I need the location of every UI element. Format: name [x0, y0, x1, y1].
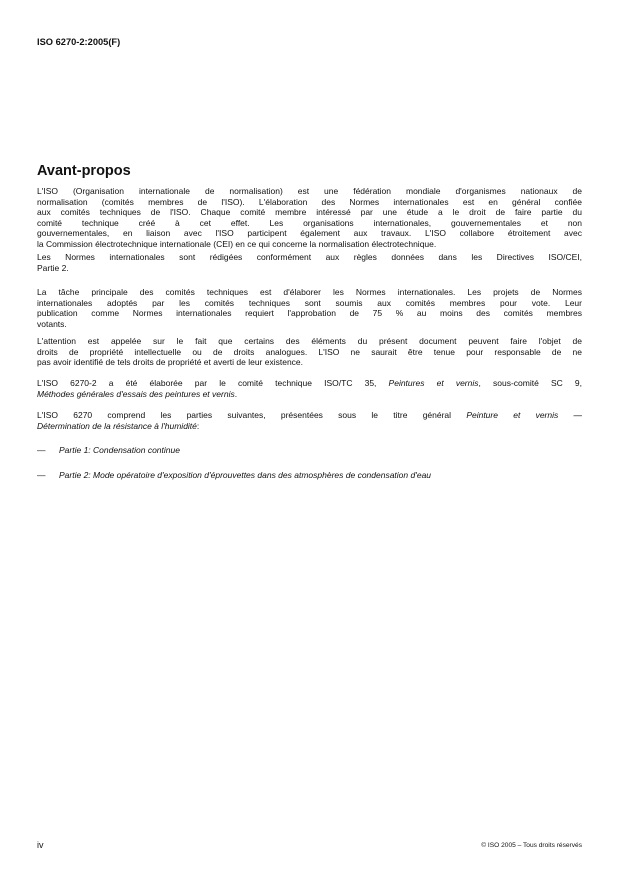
italic-text: Peintures et vernis [388, 378, 479, 388]
text-line [37, 263, 582, 274]
text-run: L'ISO (Organisation internationale de normalisation) est une fédération mondiale d'organismes nationaux de [37, 186, 582, 196]
list-item-text: Partie 2: Mode opératoire d'exposition d'éprouvettes dans des atmosphères de condensation d'eau [59, 470, 432, 480]
line-content [37, 421, 199, 431]
paragraph [37, 378, 582, 399]
text-line [37, 186, 582, 197]
line-content [37, 347, 582, 357]
line-content [37, 197, 582, 207]
text-run: , sous-comité SC 9, [478, 378, 582, 388]
text-run: Partie 2. [37, 262, 69, 273]
text-run: : [196, 420, 200, 431]
text-line [37, 357, 582, 368]
text-run: la Commission électrotechnique internationale (CEI) en ce qui concerne la normalisation électrotechnique. [37, 238, 437, 249]
text-run: L'ISO 6270-2 a été élaborée par le comité technique ISO/TC 35, [37, 378, 389, 388]
dash-bullet: — [37, 470, 46, 480]
line-content [37, 186, 582, 196]
line-content [37, 207, 582, 217]
line-content [37, 298, 582, 308]
text-line [37, 389, 582, 400]
text-run: gouvernementales, en liaison avec l'ISO participent également aux travaux. L'ISO collabore étroitement avec [37, 228, 582, 239]
text-line [37, 410, 582, 421]
line-content [37, 287, 582, 297]
text-line [37, 207, 582, 218]
text-line [37, 239, 582, 250]
text-run: . [234, 388, 238, 399]
text-run: Les Normes internationales sont rédigées conformément aux règles données dans les Directives ISO/CEI, [37, 252, 582, 262]
text-line [37, 252, 582, 263]
list-item [37, 445, 180, 455]
italic-text: Détermination de la résistance à l'humidité [37, 420, 197, 431]
text-line [37, 228, 582, 239]
text-run: L'ISO 6270 comprend les parties suivantes, présentées sous le titre général [37, 410, 467, 420]
line-content [37, 389, 237, 399]
text-line [37, 347, 582, 358]
line-content [37, 263, 69, 273]
text-line [37, 197, 582, 208]
italic-text: Peinture et vernis — [466, 410, 582, 420]
line-content [37, 319, 67, 329]
text-line [37, 378, 582, 389]
line-content [37, 336, 582, 346]
paragraph [37, 336, 582, 368]
text-run: L'attention est appelée sur le fait que certains des éléments du présent document peuvent faire l'objet de [37, 336, 582, 346]
paragraph [37, 287, 582, 329]
line-content [37, 218, 582, 228]
dash-bullet: — [37, 445, 46, 455]
text-run: aux comités techniques de l'ISO. Chaque comité membre intéressé par une étude a le droit de faire partie du [37, 207, 582, 218]
paragraph [37, 186, 582, 250]
text-run: normalisation (comités membres de l'ISO). L'élaboration des Normes internationales est en général confiée [37, 196, 582, 207]
text-line [37, 308, 582, 319]
text-line [37, 336, 582, 347]
text-run: droits de propriété intellectuelle ou de droits analogues. L'ISO ne saurait être tenue pour responsable de ne [37, 346, 582, 357]
italic-text: Méthodes générales d'essais des peintures et vernis [37, 388, 235, 399]
text-line [37, 421, 582, 432]
list-item-text: Partie 1: Condensation continue [59, 445, 180, 455]
line-content [37, 410, 582, 420]
text-line [37, 298, 582, 309]
text-run: internationales adoptés par les comités techniques sont soumis aux comités membres pour vote. Leur [37, 297, 582, 308]
line-content [37, 357, 303, 367]
list-item [37, 470, 431, 480]
line-content [37, 228, 582, 238]
line-content [37, 308, 582, 318]
text-run: comité technique créé à cet effet. Les organisations internationales, gouvernementales et non [37, 217, 582, 228]
line-content [37, 239, 436, 249]
text-run: publication comme Normes internationales requiert l'approbation de 75 % au moins des comités membres [37, 308, 582, 319]
text-run: La tâche principale des comités techniques est d'élaborer les Normes internationales. Les projets de Normes [37, 287, 582, 297]
paragraph [37, 410, 582, 431]
document-id-header: ISO 6270-2:2005(F) [37, 37, 121, 47]
text-line [37, 218, 582, 229]
line-content [37, 252, 582, 262]
section-title: Avant-propos [37, 163, 131, 179]
copyright-notice: © ISO 2005 – Tous droits réservés [481, 842, 582, 849]
line-content [37, 378, 582, 388]
text-run: pas avoir identifié de tels droits de propriété et averti de leur existence. [37, 357, 304, 368]
text-run: votants. [37, 318, 67, 329]
page-number: iv [37, 840, 44, 850]
text-line [37, 319, 582, 330]
paragraph [37, 252, 582, 273]
text-line [37, 287, 582, 298]
